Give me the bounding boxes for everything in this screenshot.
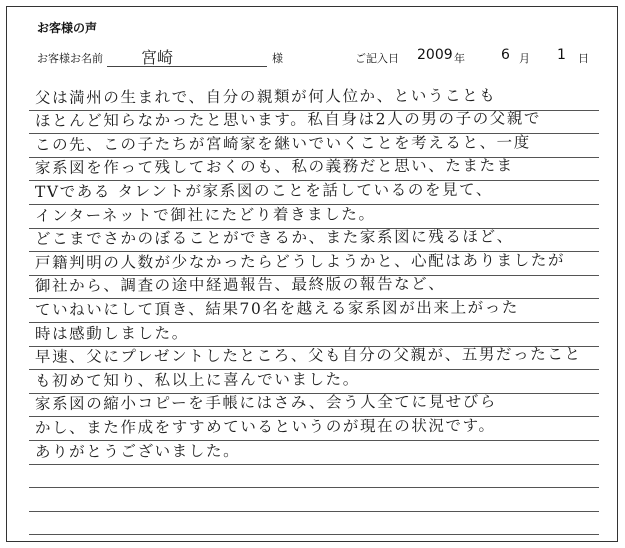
comment-text-line: TVである タレントが家系図のことを話しているのを見て、 bbox=[34, 180, 494, 201]
comment-text-line: 戸籍判明の人数が少なかったらどうしようかと、心配はありましたが bbox=[34, 250, 566, 272]
entry-date-label: ご記入日 bbox=[355, 52, 399, 65]
comment-text-line: 早速、父にプレゼントしたところ、父も自分の父親が、五男だったこと bbox=[34, 345, 582, 367]
day-unit-label: 日 bbox=[578, 52, 589, 65]
comment-text-line: この先、この子たちが宮崎家を継いでいくことを考えると、一度 bbox=[34, 133, 531, 154]
customer-info-row bbox=[37, 45, 597, 67]
month-unit-label: 月 bbox=[519, 52, 530, 65]
comment-text-line: ていねいにして頂き、結果70名を越える家系図が出来上がった bbox=[34, 298, 520, 319]
comment-text-line: ありがとうございました。 bbox=[34, 441, 241, 461]
entry-date-day: 1 bbox=[557, 47, 566, 63]
ruled-line bbox=[29, 488, 599, 512]
entry-date-year: 2009 bbox=[417, 47, 453, 63]
year-unit-label: 年 bbox=[454, 52, 465, 65]
form-title: お客様の声 bbox=[37, 21, 98, 35]
ruled-line bbox=[29, 465, 599, 489]
comment-text-line: 家系図を作って残しておくのも、私の義務だと思い、たまたま bbox=[34, 156, 514, 178]
ruled-line bbox=[29, 417, 599, 441]
comment-text-line: 家系図の縮小コピーを手帳にはさみ、会う人全てに見せびら bbox=[34, 392, 498, 414]
testimonial-sheet bbox=[6, 6, 618, 542]
comment-text-line: どこまでさかのぼることができるか、また家系図に残るほど、 bbox=[34, 227, 514, 249]
comment-text-line: かし、また作成をすすめているというのが現在の状況です。 bbox=[34, 416, 496, 437]
ruled-line bbox=[29, 299, 599, 323]
name-underline bbox=[107, 66, 267, 67]
comment-text-line: インターネットで御社にたどり着きました。 bbox=[34, 204, 376, 225]
honorific-label: 様 bbox=[272, 52, 283, 65]
customer-name-value: 宮崎 bbox=[141, 48, 174, 67]
ruled-line bbox=[29, 181, 599, 205]
comment-text-line: ほとんど知らなかったと思います。私自身は2人の男の子の父親で bbox=[34, 109, 542, 131]
entry-date-month: 6 bbox=[501, 47, 510, 63]
customer-name-label: お客様お名前 bbox=[37, 52, 103, 65]
comment-text-line: 時は感動しました。 bbox=[34, 323, 189, 343]
comment-text-line: 父は満州の生まれで、自分の親類が何人位か、ということも bbox=[34, 86, 497, 107]
comment-text-line: も初めて知り、私以上に喜んでいました。 bbox=[34, 370, 360, 390]
handwritten-comment bbox=[29, 87, 599, 535]
ruled-line bbox=[29, 441, 599, 465]
ruled-line bbox=[29, 512, 599, 536]
comment-text-line: 御社から、調査の途中経過報告、最終版の報告など、 bbox=[34, 275, 446, 296]
